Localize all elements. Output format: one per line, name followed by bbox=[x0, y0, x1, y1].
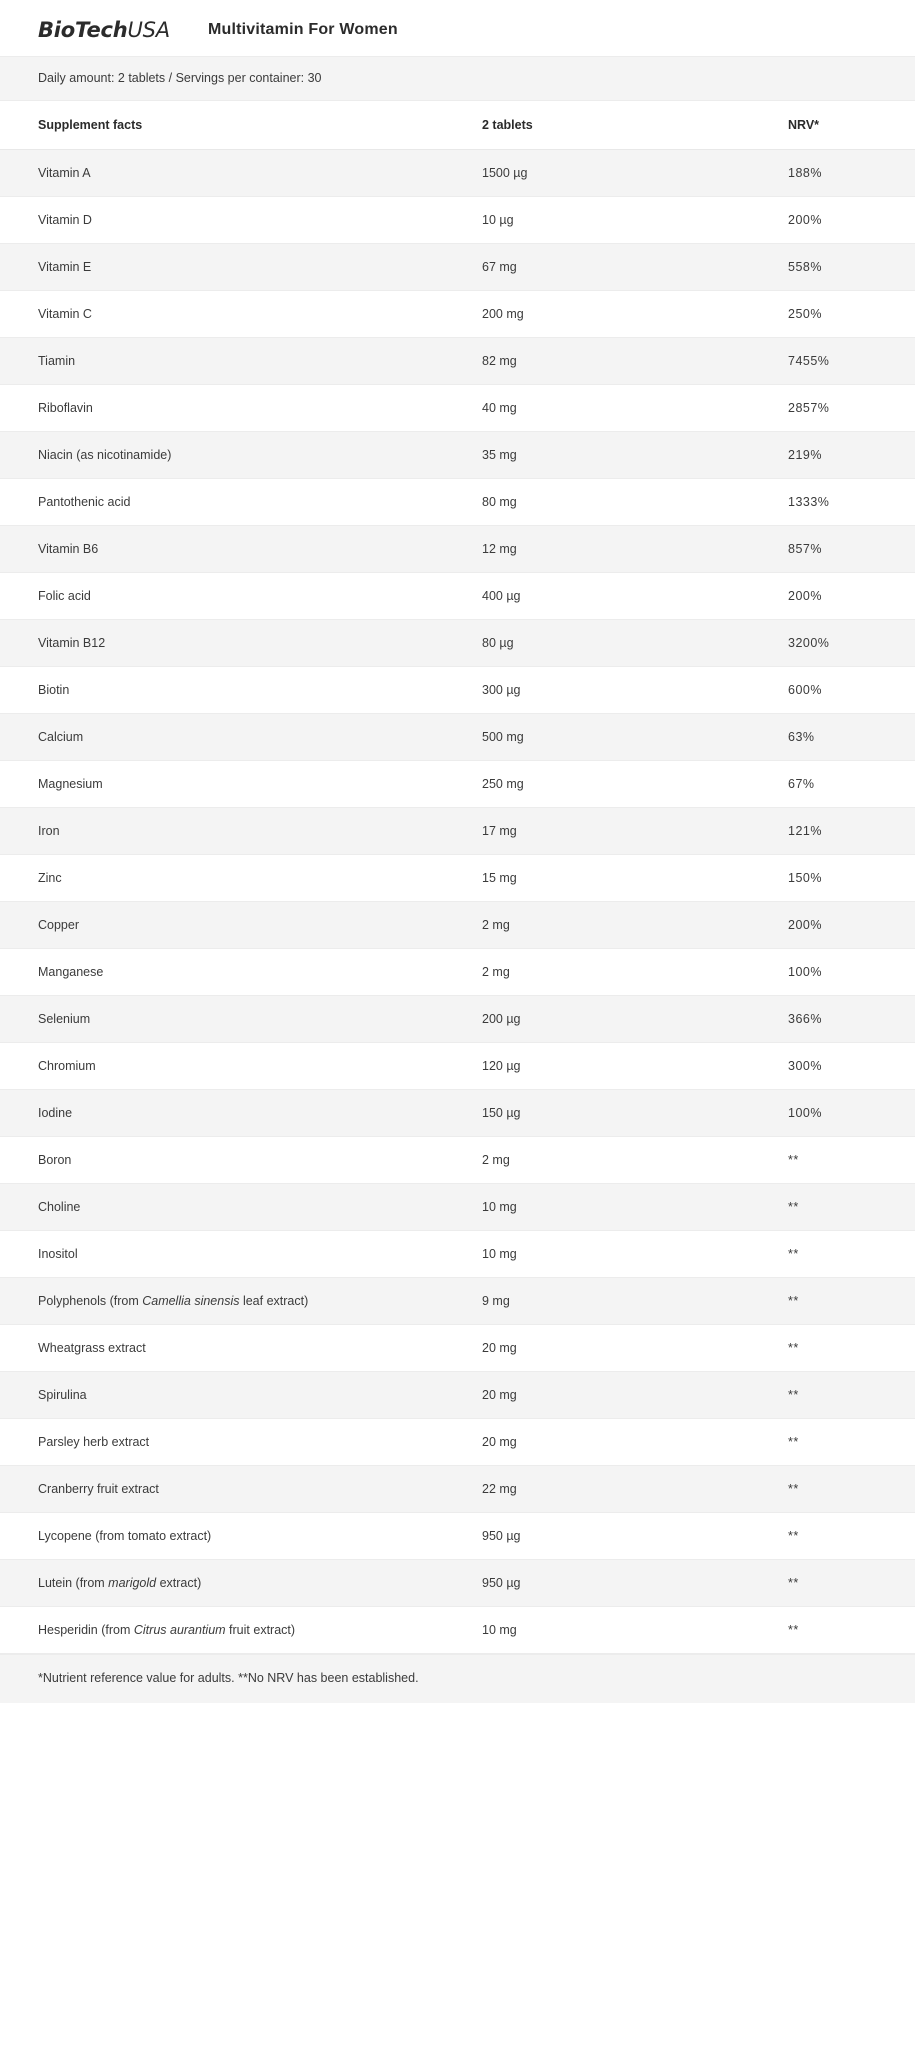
nutrient-amount: 9 mg bbox=[482, 1278, 788, 1325]
table-body bbox=[0, 150, 915, 1654]
nutrient-name: Inositol bbox=[0, 1231, 482, 1278]
nutrient-nrv: 558% bbox=[788, 244, 915, 291]
table-header bbox=[0, 101, 915, 150]
nutrient-nrv: 63% bbox=[788, 714, 915, 761]
table-row bbox=[0, 1372, 915, 1419]
table-row bbox=[0, 1607, 915, 1654]
nutrient-amount: 200 µg bbox=[482, 996, 788, 1043]
nutrient-name: Manganese bbox=[0, 949, 482, 996]
nutrient-name: Zinc bbox=[0, 855, 482, 902]
nutrient-name: Spirulina bbox=[0, 1372, 482, 1419]
nutrient-name: Boron bbox=[0, 1137, 482, 1184]
nutrient-amount: 12 mg bbox=[482, 526, 788, 573]
nutrient-amount: 82 mg bbox=[482, 338, 788, 385]
nutrient-amount: 10 mg bbox=[482, 1607, 788, 1654]
nutrient-nrv: 857% bbox=[788, 526, 915, 573]
nutrient-nrv: 600% bbox=[788, 667, 915, 714]
nutrient-nrv: 100% bbox=[788, 949, 915, 996]
nutrient-name: Vitamin E bbox=[0, 244, 482, 291]
nutrient-amount: 950 µg bbox=[482, 1560, 788, 1607]
table-row bbox=[0, 197, 915, 244]
nutrient-nrv: 100% bbox=[788, 1090, 915, 1137]
nutrient-nrv: 3200% bbox=[788, 620, 915, 667]
nutrient-amount: 15 mg bbox=[482, 855, 788, 902]
nutrient-amount: 10 mg bbox=[482, 1231, 788, 1278]
nutrient-nrv: 2857% bbox=[788, 385, 915, 432]
nutrient-name: Chromium bbox=[0, 1043, 482, 1090]
brand-name-primary: BioTech bbox=[38, 18, 128, 42]
nutrient-name: Tiamin bbox=[0, 338, 482, 385]
nutrient-name: Magnesium bbox=[0, 761, 482, 808]
table-row bbox=[0, 1419, 915, 1466]
table-row bbox=[0, 573, 915, 620]
table-footnote: *Nutrient reference value for adults. **No NRV has been established. bbox=[0, 1654, 915, 1703]
table-row bbox=[0, 1137, 915, 1184]
table-row bbox=[0, 244, 915, 291]
nutrient-nrv: 366% bbox=[788, 996, 915, 1043]
brand-name-secondary: USA bbox=[127, 18, 170, 42]
nutrient-amount: 200 mg bbox=[482, 291, 788, 338]
nutrient-nrv: 7455% bbox=[788, 338, 915, 385]
table-row bbox=[0, 714, 915, 761]
nutrient-amount: 300 µg bbox=[482, 667, 788, 714]
nutrient-amount: 250 mg bbox=[482, 761, 788, 808]
table-row bbox=[0, 479, 915, 526]
table-row bbox=[0, 338, 915, 385]
column-header-nrv: NRV* bbox=[788, 101, 915, 150]
table-row bbox=[0, 949, 915, 996]
nutrient-amount: 35 mg bbox=[482, 432, 788, 479]
table-row bbox=[0, 761, 915, 808]
nutrient-nrv: 200% bbox=[788, 197, 915, 244]
nutrient-nrv: ** bbox=[788, 1419, 915, 1466]
table-row bbox=[0, 1466, 915, 1513]
table-row bbox=[0, 1278, 915, 1325]
nutrient-nrv: ** bbox=[788, 1231, 915, 1278]
nutrient-amount: 2 mg bbox=[482, 1137, 788, 1184]
nutrient-nrv: ** bbox=[788, 1278, 915, 1325]
nutrient-amount: 150 µg bbox=[482, 1090, 788, 1137]
nutrient-nrv: 200% bbox=[788, 573, 915, 620]
nutrient-amount: 500 mg bbox=[482, 714, 788, 761]
nutrient-nrv: 300% bbox=[788, 1043, 915, 1090]
table-row bbox=[0, 526, 915, 573]
table-row bbox=[0, 902, 915, 949]
nutrient-name: Vitamin D bbox=[0, 197, 482, 244]
nutrient-amount: 10 mg bbox=[482, 1184, 788, 1231]
nutrient-nrv: ** bbox=[788, 1325, 915, 1372]
nutrient-amount: 2 mg bbox=[482, 902, 788, 949]
table-row bbox=[0, 996, 915, 1043]
nutrient-amount: 120 µg bbox=[482, 1043, 788, 1090]
nutrient-amount: 2 mg bbox=[482, 949, 788, 996]
nutrient-nrv: ** bbox=[788, 1513, 915, 1560]
nutrient-amount: 80 µg bbox=[482, 620, 788, 667]
nutrient-name: Hesperidin (from Citrus aurantium fruit extract) bbox=[0, 1607, 482, 1654]
nutrient-name: Wheatgrass extract bbox=[0, 1325, 482, 1372]
nutrient-nrv: 200% bbox=[788, 902, 915, 949]
nutrient-nrv: ** bbox=[788, 1607, 915, 1654]
table-row bbox=[0, 1560, 915, 1607]
nutrient-amount: 80 mg bbox=[482, 479, 788, 526]
nutrient-nrv: 219% bbox=[788, 432, 915, 479]
daily-amount-note: Daily amount: 2 tablets / Servings per container: 30 bbox=[0, 56, 915, 101]
nutrient-amount: 1500 µg bbox=[482, 150, 788, 197]
page-title: Multivitamin For Women bbox=[207, 21, 398, 38]
nutrient-nrv: 1333% bbox=[788, 479, 915, 526]
column-header-name: Supplement facts bbox=[0, 101, 482, 150]
table-row bbox=[0, 385, 915, 432]
nutrient-amount: 20 mg bbox=[482, 1372, 788, 1419]
nutrient-amount: 67 mg bbox=[482, 244, 788, 291]
table-row bbox=[0, 432, 915, 479]
table-row bbox=[0, 855, 915, 902]
nutrient-amount: 10 µg bbox=[482, 197, 788, 244]
nutrient-nrv: ** bbox=[788, 1560, 915, 1607]
nutrient-name: Folic acid bbox=[0, 573, 482, 620]
nutrient-name: Biotin bbox=[0, 667, 482, 714]
nutrient-name: Polyphenols (from Camellia sinensis leaf extract) bbox=[0, 1278, 482, 1325]
table-row bbox=[0, 1090, 915, 1137]
nutrient-nrv: ** bbox=[788, 1137, 915, 1184]
table-row bbox=[0, 291, 915, 338]
nutrient-name: Iron bbox=[0, 808, 482, 855]
nutrient-nrv: 188% bbox=[788, 150, 915, 197]
nutrient-name: Lutein (from marigold extract) bbox=[0, 1560, 482, 1607]
table-row bbox=[0, 150, 915, 197]
brand-logo bbox=[38, 18, 170, 42]
page-header bbox=[0, 0, 915, 56]
nutrient-nrv: 250% bbox=[788, 291, 915, 338]
nutrient-name: Vitamin C bbox=[0, 291, 482, 338]
nutrient-nrv: ** bbox=[788, 1184, 915, 1231]
table-row bbox=[0, 1043, 915, 1090]
column-header-amount: 2 tablets bbox=[482, 101, 788, 150]
nutrient-name: Riboflavin bbox=[0, 385, 482, 432]
table-row bbox=[0, 620, 915, 667]
nutrient-nrv: ** bbox=[788, 1466, 915, 1513]
table-header-row bbox=[0, 101, 915, 150]
nutrient-name: Iodine bbox=[0, 1090, 482, 1137]
nutrient-amount: 20 mg bbox=[482, 1325, 788, 1372]
nutrient-nrv: ** bbox=[788, 1372, 915, 1419]
nutrient-amount: 950 µg bbox=[482, 1513, 788, 1560]
nutrient-amount: 17 mg bbox=[482, 808, 788, 855]
nutrient-name: Parsley herb extract bbox=[0, 1419, 482, 1466]
nutrient-amount: 40 mg bbox=[482, 385, 788, 432]
nutrient-name: Cranberry fruit extract bbox=[0, 1466, 482, 1513]
table-row bbox=[0, 1325, 915, 1372]
table-row bbox=[0, 1184, 915, 1231]
nutrient-name: Lycopene (from tomato extract) bbox=[0, 1513, 482, 1560]
supplement-facts-table bbox=[0, 101, 915, 1654]
nutrient-amount: 20 mg bbox=[482, 1419, 788, 1466]
nutrient-amount: 400 µg bbox=[482, 573, 788, 620]
nutrient-nrv: 67% bbox=[788, 761, 915, 808]
nutrient-name: Niacin (as nicotinamide) bbox=[0, 432, 482, 479]
nutrient-name: Vitamin B12 bbox=[0, 620, 482, 667]
nutrient-nrv: 150% bbox=[788, 855, 915, 902]
nutrient-nrv: 121% bbox=[788, 808, 915, 855]
nutrient-name: Choline bbox=[0, 1184, 482, 1231]
table-row bbox=[0, 1513, 915, 1560]
nutrient-name: Vitamin A bbox=[0, 150, 482, 197]
nutrient-name: Copper bbox=[0, 902, 482, 949]
table-row bbox=[0, 667, 915, 714]
nutrient-name: Selenium bbox=[0, 996, 482, 1043]
table-row bbox=[0, 1231, 915, 1278]
nutrient-name: Vitamin B6 bbox=[0, 526, 482, 573]
nutrient-amount: 22 mg bbox=[482, 1466, 788, 1513]
nutrient-name: Calcium bbox=[0, 714, 482, 761]
table-row bbox=[0, 808, 915, 855]
nutrient-name: Pantothenic acid bbox=[0, 479, 482, 526]
